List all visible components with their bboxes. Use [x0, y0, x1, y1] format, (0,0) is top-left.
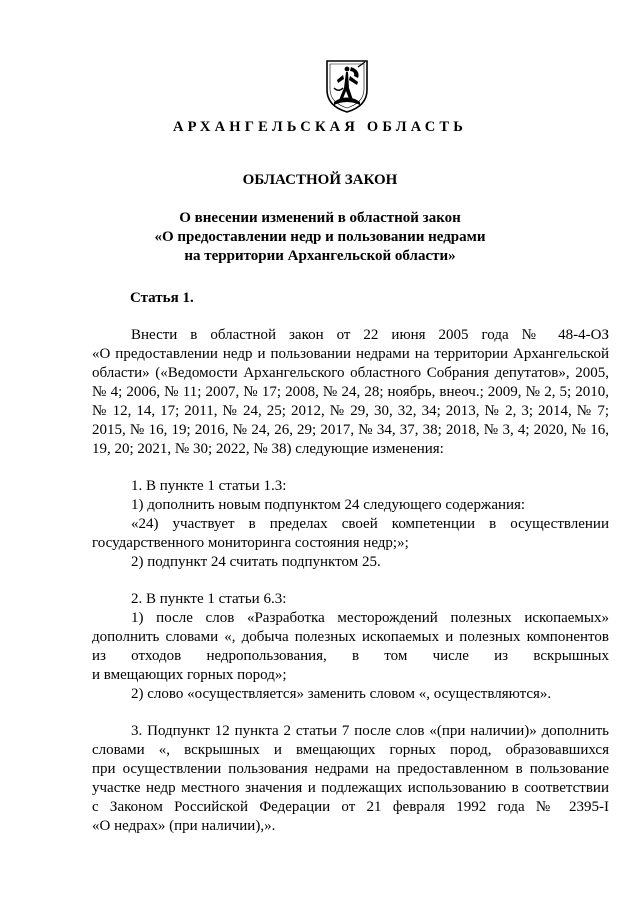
body-line: 2. В пункте 1 статьи 6.3:	[131, 591, 287, 607]
law-title	[0, 209, 640, 266]
body-line: 1. В пункте 1 статьи 1.3:	[131, 478, 287, 494]
body-line: 1) дополнить новым подпунктом 24 следующего содержания:	[131, 497, 526, 513]
body-line: 2) подпункт 24 считать подпунктом 25.	[131, 554, 381, 570]
body-line: Внести в областной закон от 22 июня 2005 года № 48-4-ОЗ	[131, 327, 609, 343]
body-line: при осуществлении пользования недрами на предоставленном в пользование	[92, 761, 609, 777]
law-title-line: на территории Архангельской области»	[184, 248, 456, 264]
body-line: 3. Подпункт 12 пункта 2 статьи 7 после слов «(при наличии)» дополнить	[131, 723, 609, 739]
body-line: «24) участвует в пределах своей компетенции в осуществлении	[131, 516, 609, 532]
body-line: дополнить словами «, добыча полезных ископаемых и полезных компонентов	[92, 629, 609, 645]
body-line: 2) слово «осуществляется» заменить словом «, осуществляются».	[131, 686, 552, 702]
region-name: АРХАНГЕЛЬСКАЯ ОБЛАСТЬ	[172, 119, 468, 135]
body-line: 1) после слов «Разработка месторождений полезных ископаемых»	[131, 610, 609, 626]
body-line: № 4; 2006, № 11; 2007, № 17; 2008, № 24, 28; ноябрь, внеоч.; 2009, № 2, 5; 2010,	[92, 384, 609, 400]
law-title-line: О внесении изменений в областной закон	[179, 210, 461, 226]
body-line: «О недрах» (при наличии),».	[92, 818, 276, 834]
body-line: из отходов недропользования, в том числе из вскрышных	[92, 648, 609, 664]
body-line: словами «, вскрышных и вмещающих горных пород, образовавшихся	[92, 742, 609, 758]
body-line: с Законом Российской Федерации от 21 февраля 1992 года № 2395-I	[92, 799, 609, 815]
body-line: участке недр местного значения и подлежащих использованию в соответствии	[92, 780, 609, 796]
body-line: «О предоставлении недр и пользовании недрами на территории Архангельской	[92, 346, 609, 362]
body-line: 19, 20; 2021, № 30; 2022, № 38) следующие изменения:	[92, 441, 444, 457]
law-title-line: «О предоставлении недр и пользовании недрами	[154, 229, 486, 245]
body-line: № 12, 14, 17; 2011, № 24, 25; 2012, № 29, 30, 32, 34; 2013, № 2, 3; 2014, № 7;	[92, 403, 609, 419]
body-line: государственного мониторинга состояния недр;»;	[92, 535, 409, 551]
body-line: области» («Ведомости Архангельского областного Собрания депутатов», 2005,	[92, 365, 609, 381]
body-line: и вмещающих горных пород»;	[92, 667, 287, 683]
body-line: 2015, № 16, 19; 2016, № 24, 26, 29; 2017, № 34, 37, 38; 2018, № 3, 4; 2020, № 16,	[92, 422, 609, 438]
law-type: ОБЛАСТНОЙ ЗАКОН	[242, 172, 398, 188]
coat-of-arms-icon	[324, 58, 370, 114]
article-heading: Статья 1.	[130, 290, 194, 306]
